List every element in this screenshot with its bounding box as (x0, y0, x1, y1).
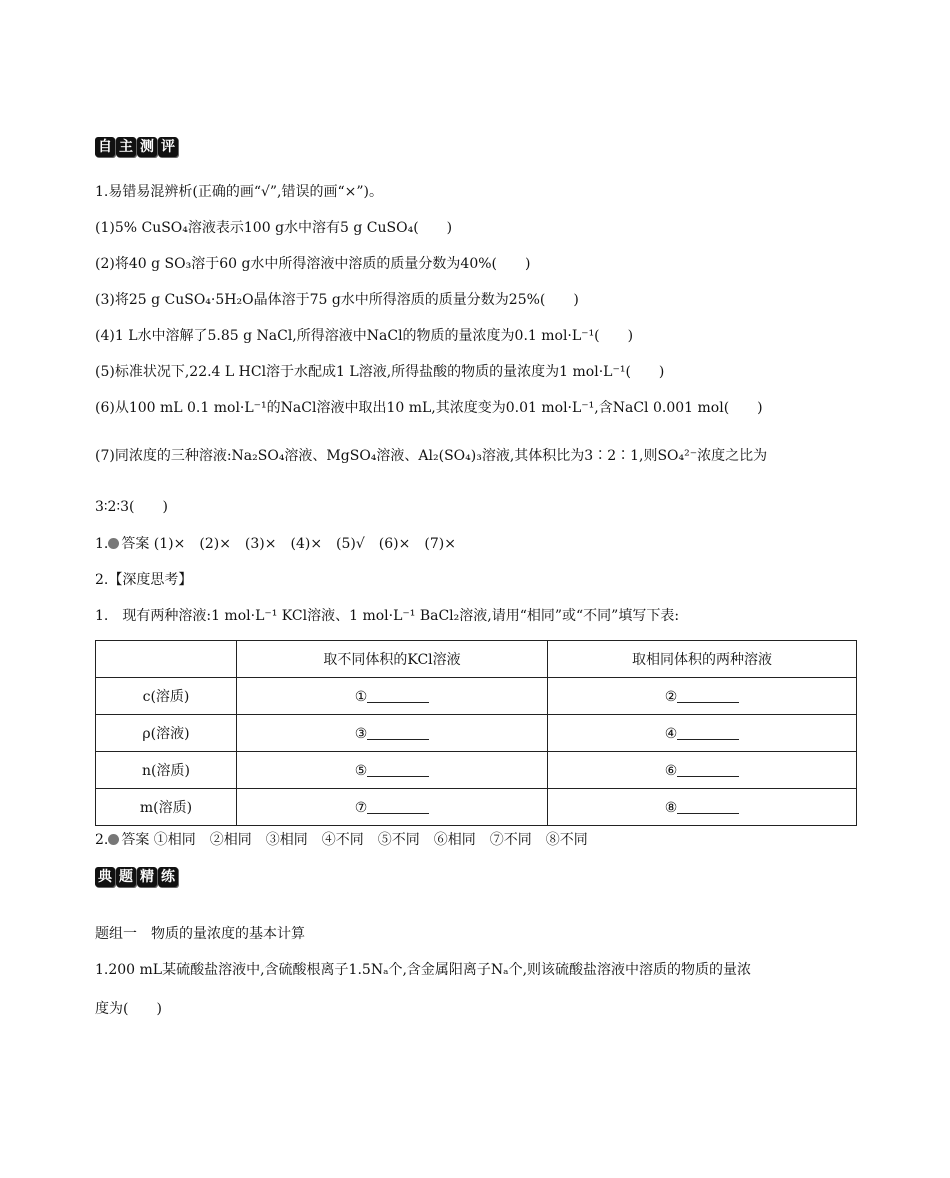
question-item-3: (3)将25 g CuSO₄·5H₂O晶体溶于75 g水中所得溶质的质量分数为25%( ) (95, 292, 579, 308)
blank-number: ⑦ (354, 799, 368, 816)
fill-blank (677, 762, 739, 777)
comparison-table (95, 640, 857, 826)
answer-text: (1)× (2)× (3)× (4)× (5)√ (6)× (7)× (149, 536, 456, 552)
fill-blank (367, 725, 429, 740)
table-header-row (96, 641, 857, 678)
question-item-6: (6)从100 mL 0.1 mol·L⁻¹的NaCl溶液中取出10 mL,其浓度变为0.01 mol·L⁻¹,含NaCl 0.001 mol( ) (95, 400, 763, 416)
group-title: 题组一 物质的量浓度的基本计算 (95, 926, 305, 942)
row-label: ρ(溶液) (96, 715, 237, 752)
table-cell (548, 678, 857, 715)
blank-number: ⑥ (664, 762, 678, 779)
blank-number: ⑤ (354, 762, 368, 779)
answer-prefix: 1. (95, 536, 109, 552)
badge-char: 自 (95, 137, 115, 157)
answer-icon (108, 538, 119, 549)
deep-think-question: 1. 现有两种溶液:1 mol·L⁻¹ KCl溶液、1 mol·L⁻¹ BaCl₂溶液,请用“相同”或“不同”填写下表: (95, 608, 680, 624)
answer-prefix: 2. (95, 832, 109, 848)
question-1-line-2: 度为( ) (95, 1001, 162, 1017)
blank-number: ⑧ (664, 799, 678, 816)
fill-blank (677, 688, 739, 703)
table-cell (548, 715, 857, 752)
table-cell (548, 789, 857, 826)
badge-char: 测 (137, 137, 157, 157)
table-cell (237, 789, 548, 826)
question-item-5: (5)标准状况下,22.4 L HCl溶于水配成1 L溶液,所得盐酸的物质的量浓度为1 mol·L⁻¹( ) (95, 364, 665, 380)
blank-number: ④ (664, 725, 678, 742)
answer-1 (95, 534, 456, 554)
blank-number: ② (664, 688, 678, 705)
blank-number: ③ (354, 725, 368, 742)
row-label: c(溶质) (96, 678, 237, 715)
question-item-1: (1)5% CuSO₄溶液表示100 g水中溶有5 g CuSO₄( ) (95, 220, 453, 236)
row-label: m(溶质) (96, 789, 237, 826)
table-row (96, 789, 857, 826)
fill-blank (367, 762, 429, 777)
section-badge-self-test (95, 137, 179, 157)
section-badge-practice (95, 867, 179, 887)
table-row (96, 678, 857, 715)
answer-label: 答案 (121, 832, 150, 848)
badge-char: 主 (116, 137, 136, 157)
badge-char: 题 (116, 867, 136, 887)
question-item-4: (4)1 L水中溶解了5.85 g NaCl,所得溶液中NaCl的物质的量浓度为0.1 mol·L⁻¹( ) (95, 328, 634, 344)
question-item-2: (2)将40 g SO₃溶于60 g水中所得溶液中溶质的质量分数为40%( ) (95, 256, 531, 272)
table-cell (237, 715, 548, 752)
answer-2 (95, 830, 588, 850)
badge-char: 评 (158, 137, 178, 157)
question-item-7: (7)同浓度的三种溶液:Na₂SO₄溶液、MgSO₄溶液、Al₂(SO₄)₃溶液,其体积比为3∶2∶1,则SO₄²⁻浓度之比为 (95, 448, 768, 464)
badge-char: 练 (158, 867, 178, 887)
table-cell (548, 752, 857, 789)
table-cell (237, 752, 548, 789)
table-row (96, 752, 857, 789)
table-header: 取不同体积的KCl溶液 (237, 641, 548, 678)
row-label: n(溶质) (96, 752, 237, 789)
fill-blank (367, 799, 429, 814)
table-cell (237, 678, 548, 715)
badge-char: 典 (95, 867, 115, 887)
answer-text: ①相同 ②相同 ③相同 ④不同 ⑤不同 ⑥相同 ⑦不同 ⑧不同 (149, 832, 588, 848)
answer-label: 答案 (121, 536, 150, 552)
table-header (96, 641, 237, 678)
question-1-line-1: 1.200 mL某硫酸盐溶液中,含硫酸根离子1.5Nₐ个,含金属阳离子Nₐ个,则该硫酸盐溶液中溶质的物质的量浓 (95, 962, 752, 978)
blank-number: ① (354, 688, 368, 705)
question-item-7-cont: 3∶2∶3( ) (95, 499, 168, 515)
deep-think-title: 2.【深度思考】 (95, 572, 193, 588)
table-row (96, 715, 857, 752)
fill-blank (367, 688, 429, 703)
question-intro: 1.易错易混辨析(正确的画“√”,错误的画“×”)。 (95, 184, 384, 200)
answer-icon (108, 834, 119, 845)
table-header: 取相同体积的两种溶液 (548, 641, 857, 678)
badge-char: 精 (137, 867, 157, 887)
fill-blank (677, 799, 739, 814)
fill-blank (677, 725, 739, 740)
